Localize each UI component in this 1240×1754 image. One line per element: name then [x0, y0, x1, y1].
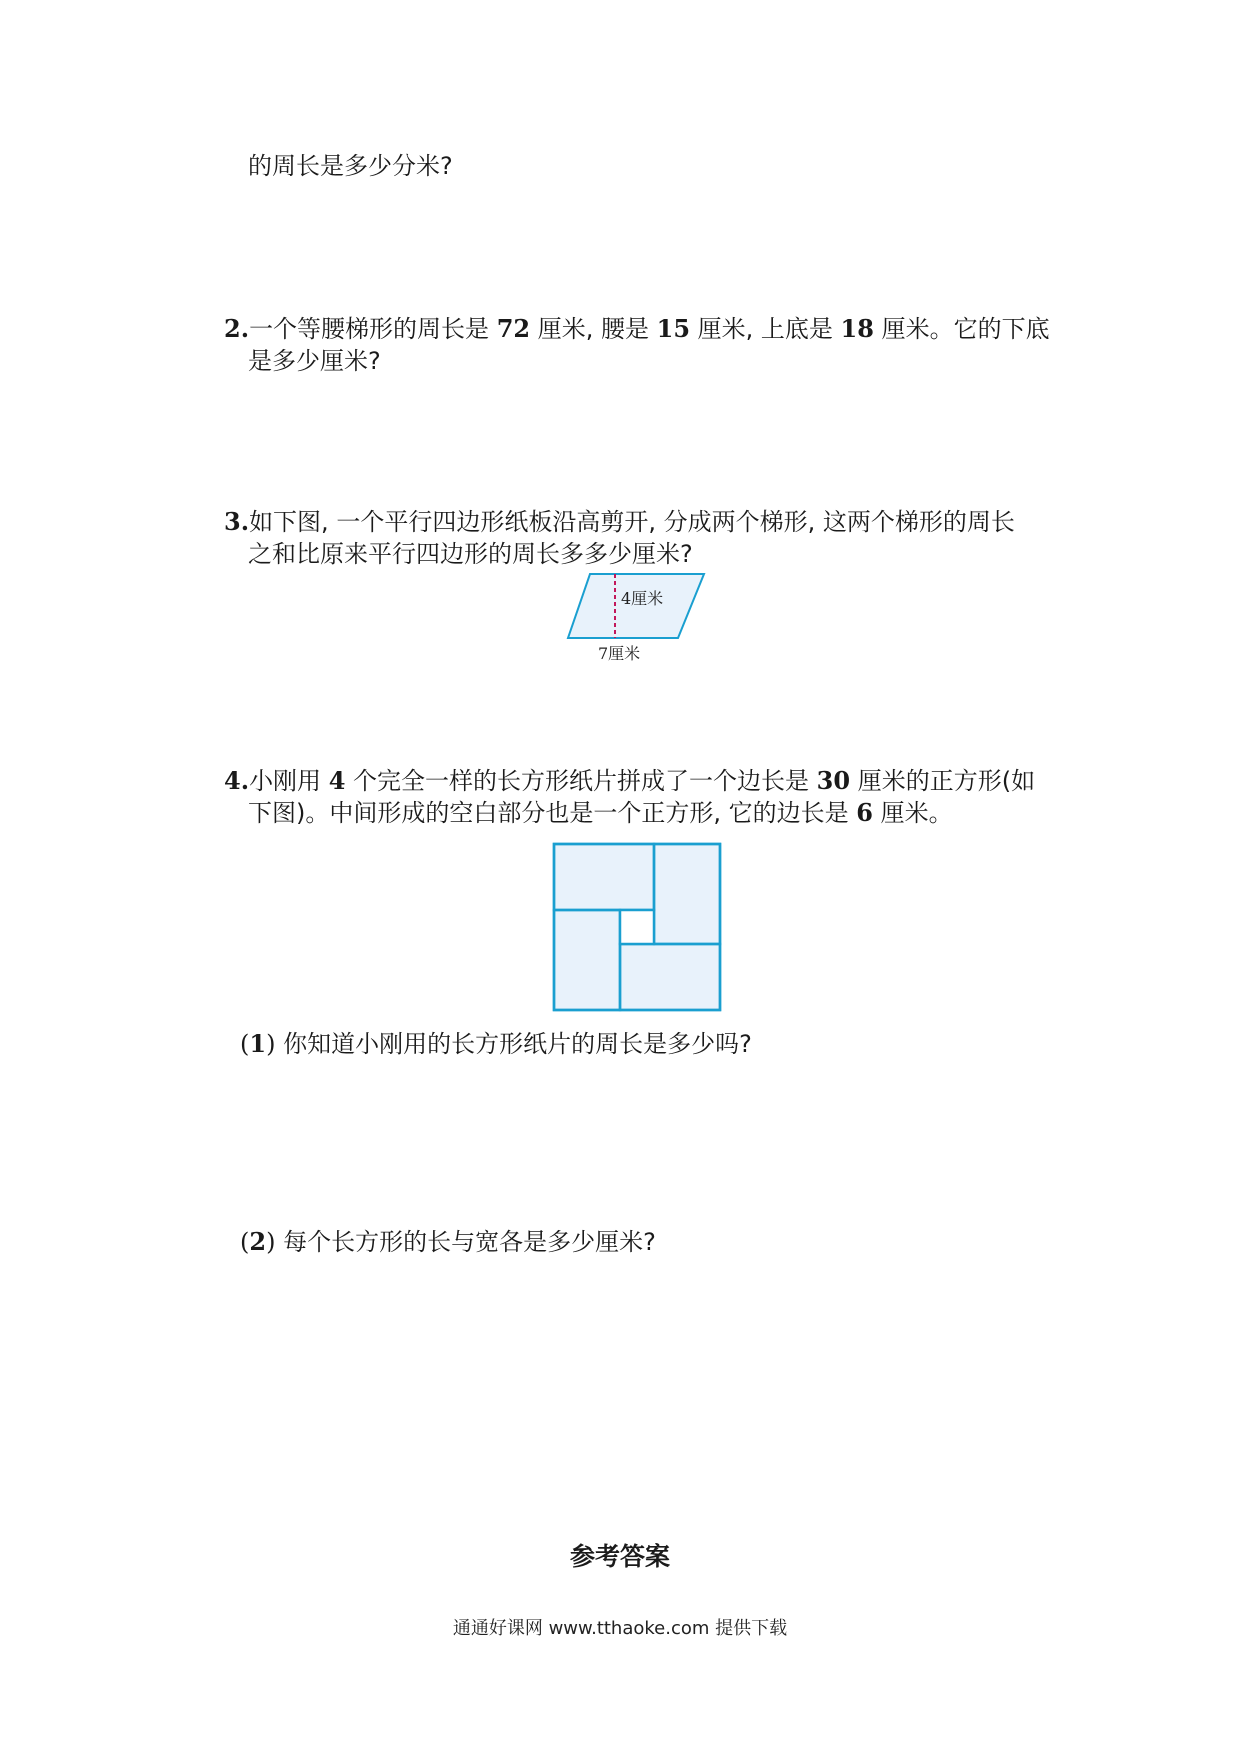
- q2-line-1: 2.一个等腰梯形的周长是 72 厘米, 腰是 15 厘米, 上底是 18 厘米。它的下底: [224, 314, 1050, 343]
- q4-line-2: 下图)。中间形成的空白部分也是一个正方形, 它的边长是 6 厘米。: [248, 798, 953, 827]
- q3-line-1: 3.如下图, 一个平行四边形纸板沿高剪开, 分成两个梯形, 这两个梯形的周长: [224, 507, 1015, 536]
- q4-line-1: 4.小刚用 4 个完全一样的长方形纸片拼成了一个边长是 30 厘米的正方形(如: [224, 766, 1036, 795]
- square-pinwheel-figure: [552, 842, 722, 1012]
- q3-line-2: 之和比原来平行四边形的周长多多少厘米?: [248, 540, 693, 568]
- answer-title: 参考答案: [569, 1542, 670, 1571]
- center-blank-square: [620, 910, 654, 944]
- q4-number: 4.: [224, 766, 250, 795]
- q1-continuation: 的周长是多少分米?: [248, 152, 453, 180]
- height-label: 4厘米: [621, 589, 664, 608]
- q4-sub-1: (1) 你知道小刚用的长方形纸片的周长是多少吗?: [240, 1029, 752, 1058]
- footer-source: 通通好课网 www.tthaoke.com 提供下载: [452, 1618, 788, 1639]
- q3-number: 3.: [224, 507, 250, 536]
- q2-number: 2.: [224, 314, 250, 343]
- q4-sub-2: (2) 每个长方形的长与宽各是多少厘米?: [240, 1227, 656, 1256]
- q2-line-2: 是多少厘米?: [248, 347, 381, 375]
- parallelogram-figure: [560, 570, 720, 670]
- base-label: 7厘米: [598, 644, 641, 663]
